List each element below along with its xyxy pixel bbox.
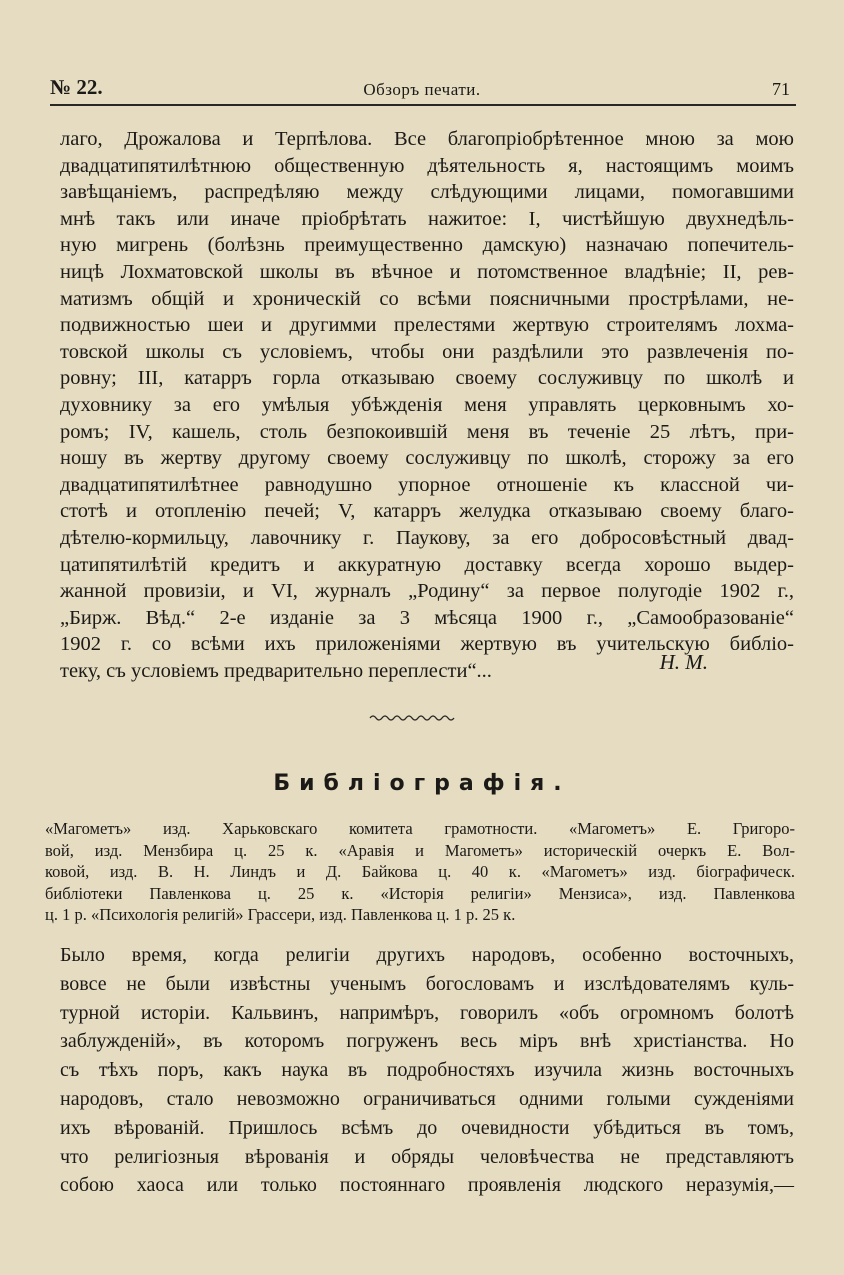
header-rule	[50, 104, 796, 106]
text-line: ношу въ жертву другому своему сослуживцу по школѣ, сторожу за его	[60, 447, 794, 470]
text-line: матизмъ общій и хроническій со всѣми поясничными прострѣлами, не-	[60, 287, 794, 310]
text-line: что религіозныя вѣрованія и обряды человѣчества не представляютъ	[60, 1145, 794, 1168]
text-line: завѣщаніемъ, распредѣляю между слѣдующими лицами, помогавшими	[60, 181, 794, 204]
text-line: вовсе не были извѣстны ученымъ богословамъ и изслѣдователямъ куль-	[60, 972, 794, 995]
text-line: заблужденій», въ которомъ погруженъ весь міръ внѣ христіанства. Но	[60, 1030, 794, 1053]
issue-number: № 22.	[50, 75, 103, 99]
text-line: собою хаоса или только постояннаго проявленія людского неразумія,—	[60, 1174, 794, 1197]
text-line: духовнику за его умѣлыя убѣжденія меня управлять церковнымъ хо-	[60, 393, 794, 416]
text-line: „Бирж. Вѣд.“ 2-е изданіе за 3 мѣсяца 1900 г., „Самообразованіе“	[60, 606, 794, 629]
text-line: съ тѣхъ поръ, какъ наука въ подробностяхъ изучила жизнь восточныхъ	[60, 1059, 794, 1082]
text-line: товской школы съ условіемъ, чтобы они раздѣлили это развлеченія по-	[60, 340, 794, 363]
running-title: Обзоръ печати.	[363, 80, 481, 99]
text-line: турной исторіи. Кальвинъ, напримѣръ, говорилъ «объ огромномъ болотѣ	[60, 1001, 794, 1024]
text-line: Было время, когда религіи другихъ народовъ, особенно восточныхъ,	[60, 944, 794, 966]
testament-paragraph	[60, 126, 794, 684]
section-heading: Библіографія.	[273, 771, 571, 796]
text-line: двадцатипятилѣтнюю общественную дѣятельность я, настоящимъ моимъ	[60, 154, 794, 177]
text-line: дѣтелю-кормильцу, лавочнику г. Паукову, за его добросовѣстный двад-	[60, 526, 794, 549]
text-line: лаго, Дрожалова и Терпѣлова. Все благопріобрѣтенное мною за мою	[60, 128, 794, 150]
text-line: библіотеки Павленкова ц. 25 к. «Исторія религіи» Мензиса», изд. Павленкова	[45, 883, 795, 903]
text-line: ровну; III, катарръ горла отказываю своему сослуживцу по школѣ и	[60, 367, 794, 390]
signature: Н. М.	[659, 650, 708, 674]
text-line: теку, съ условіемъ предварительно переплести“...	[60, 659, 492, 682]
page-number: 71	[772, 79, 790, 99]
text-line: ковой, изд. В. Н. Линдъ и Д. Байкова ц. 40 к. «Магометъ» изд. біографическ.	[45, 862, 795, 882]
text-line: подвижностью шеи и другимми прелестями жертвую строителямъ лохма-	[60, 314, 794, 337]
text-line: ихъ вѣрованій. Пришлось всѣмъ до очевидности убѣдиться въ томъ,	[60, 1116, 794, 1139]
text-line: ницѣ Лохматовской школы въ вѣчное и потомственное владѣніе; II, рев-	[60, 260, 794, 283]
text-line: «Магометъ» изд. Харьковскаго комитета грамотности. «Магометъ» Е. Григоро-	[45, 819, 795, 838]
text-line: мнѣ такъ или иначе пріобрѣтать нажитое: I, чистѣйшую двухнедѣль-	[60, 207, 794, 230]
text-line: двадцатипятилѣтнее равнодушно упорное отношеніе къ классной чи-	[60, 473, 794, 496]
review-paragraph	[60, 941, 794, 1200]
text-line: ц. 1 р. «Психологія религій» Грассери, изд. Павленкова ц. 1 р. 25 к.	[45, 905, 516, 925]
bibliography-list	[45, 818, 795, 926]
text-line: стотѣ и отопленію печей; V, катарръ желудка отказываю своему благо-	[60, 500, 794, 523]
text-line: ромъ; IV, кашель, столь безпокоившій меня въ теченіе 25 лѣтъ, при-	[60, 420, 794, 443]
section-divider-ornament	[368, 712, 458, 724]
text-line: вой, изд. Мензбира ц. 25 к. «Аравія и Магометъ» историческій очеркъ Е. Вол-	[45, 840, 795, 860]
text-line: народовъ, стало невозможно ограничиваться одними голыми сужденіями	[60, 1087, 794, 1110]
text-line: цатипятилѣтій кредитъ и аккуратную доставку всегда хорошо выдер-	[60, 553, 794, 576]
running-header	[50, 74, 794, 104]
text-line: ную мигрень (болѣзнь преимущественно дамскую) назначаю попечитель-	[60, 234, 794, 257]
text-line: 1902 г. со всѣми ихъ приложеніями жертвую въ учительскую библіо-	[60, 633, 794, 656]
text-line: жанной провизіи, и VI, журналъ „Родину“ за первое полугодіе 1902 г.,	[60, 580, 794, 603]
